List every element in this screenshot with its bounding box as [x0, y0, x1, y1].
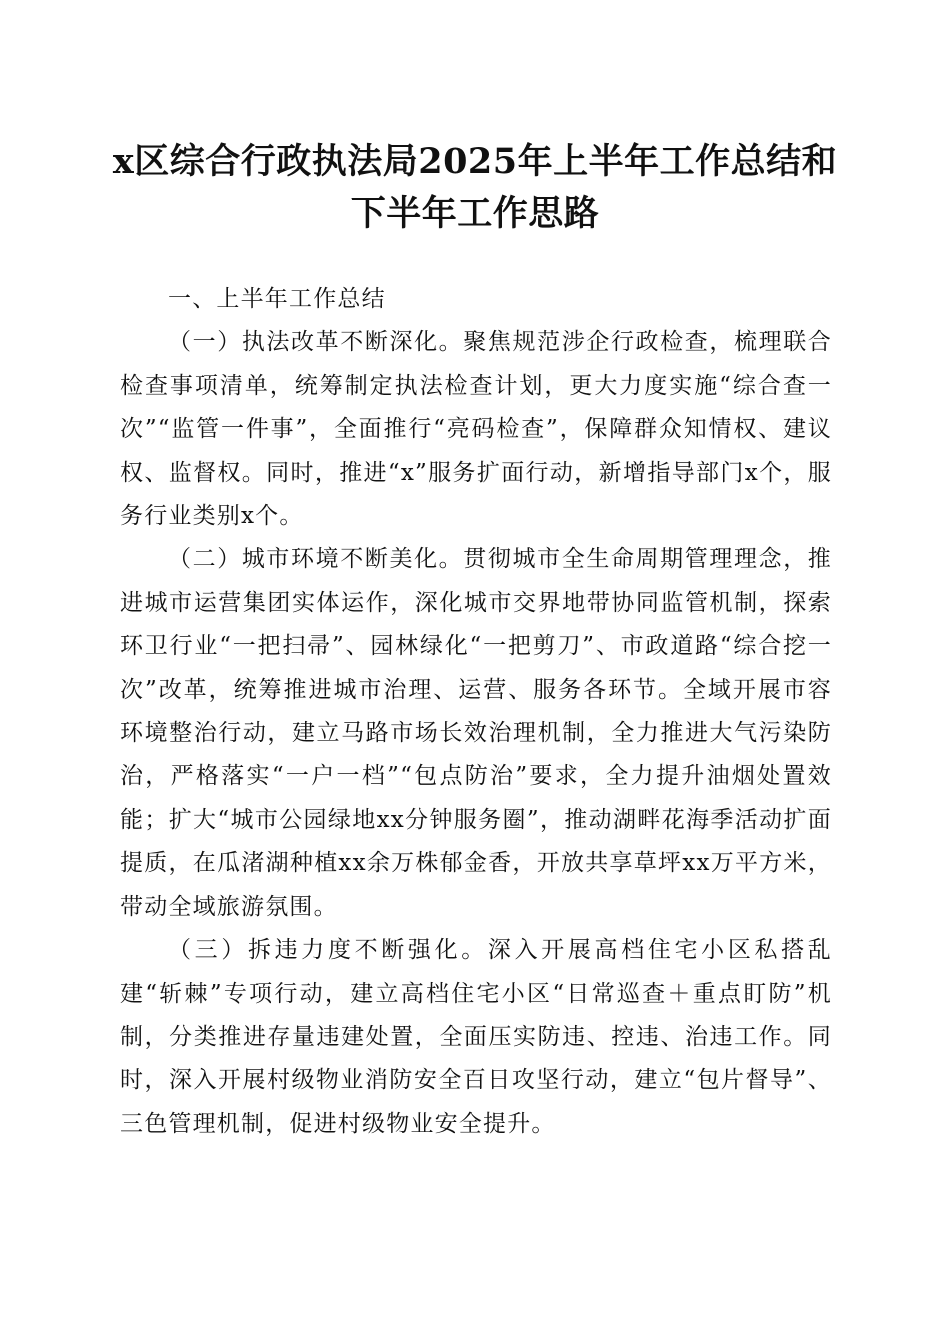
document-body — [120, 278, 832, 1146]
title-line-2: 下半年工作思路 — [350, 193, 600, 234]
section-heading: 一、上半年工作总结 — [168, 286, 386, 312]
paragraph-1 — [120, 321, 832, 538]
paragraph-1-lead: （一）执法改革不断深化。 — [168, 329, 464, 356]
paragraph-2-text: 贯彻城市全生命周期管理理念，推进城市运营集团实体运作，深化城市交界地带协同监管机制，探索环卫行业“一把扫帚”、园林绿化“一把剪刀”、市政道路“综合挖一次”改革，统筹推进城市治理、运营、服务各环节。全域开展市容环境整治行动，建立马路市场长效治理机制，全力推进大气污染防治，严格落实“一户一档”“包点防治”要求，全力提升油烟处置效能；扩大“城市公园绿地xx分钟服务圈”，推动湖畔花海季活动扩面提质，在瓜渚湖种植xx余万株郁金香，开放共享草坪xx万平方米，带动全域旅游氛围。 — [120, 546, 833, 920]
paragraph-1-text: 聚焦规范涉企行政检查，梳理联合检查事项清单，统筹制定执法检查计划，更大力度实施“综合查一次”“监管一件事”，全面推行“亮码检查”，保障群众知情权、建议权、监督权。同时，推进“x”服务扩面行动，新增指导部门x个，服务行业类别x个。 — [120, 329, 833, 530]
paragraph-3-lead: （三）拆违力度不断强化。 — [168, 937, 488, 964]
paragraph-3-text: 深入开展高档住宅小区私搭乱建“斩棘”专项行动，建立高档住宅小区“日常巡查＋重点盯防”机制，分类推进存量违建处置，全面压实防违、控违、治违工作。同时，深入开展村级物业消防安全百日攻坚行动，建立“包片督导”、三色管理机制，促进村级物业安全提升。 — [120, 937, 832, 1137]
paragraph-3 — [120, 929, 832, 1146]
title-line-1: x区综合行政执法局2025年上半年工作总结和 — [112, 141, 838, 182]
paragraph-2-lead: （二）城市环境不断美化。 — [168, 546, 464, 573]
document-title — [100, 136, 850, 240]
paragraph-2 — [120, 538, 832, 929]
